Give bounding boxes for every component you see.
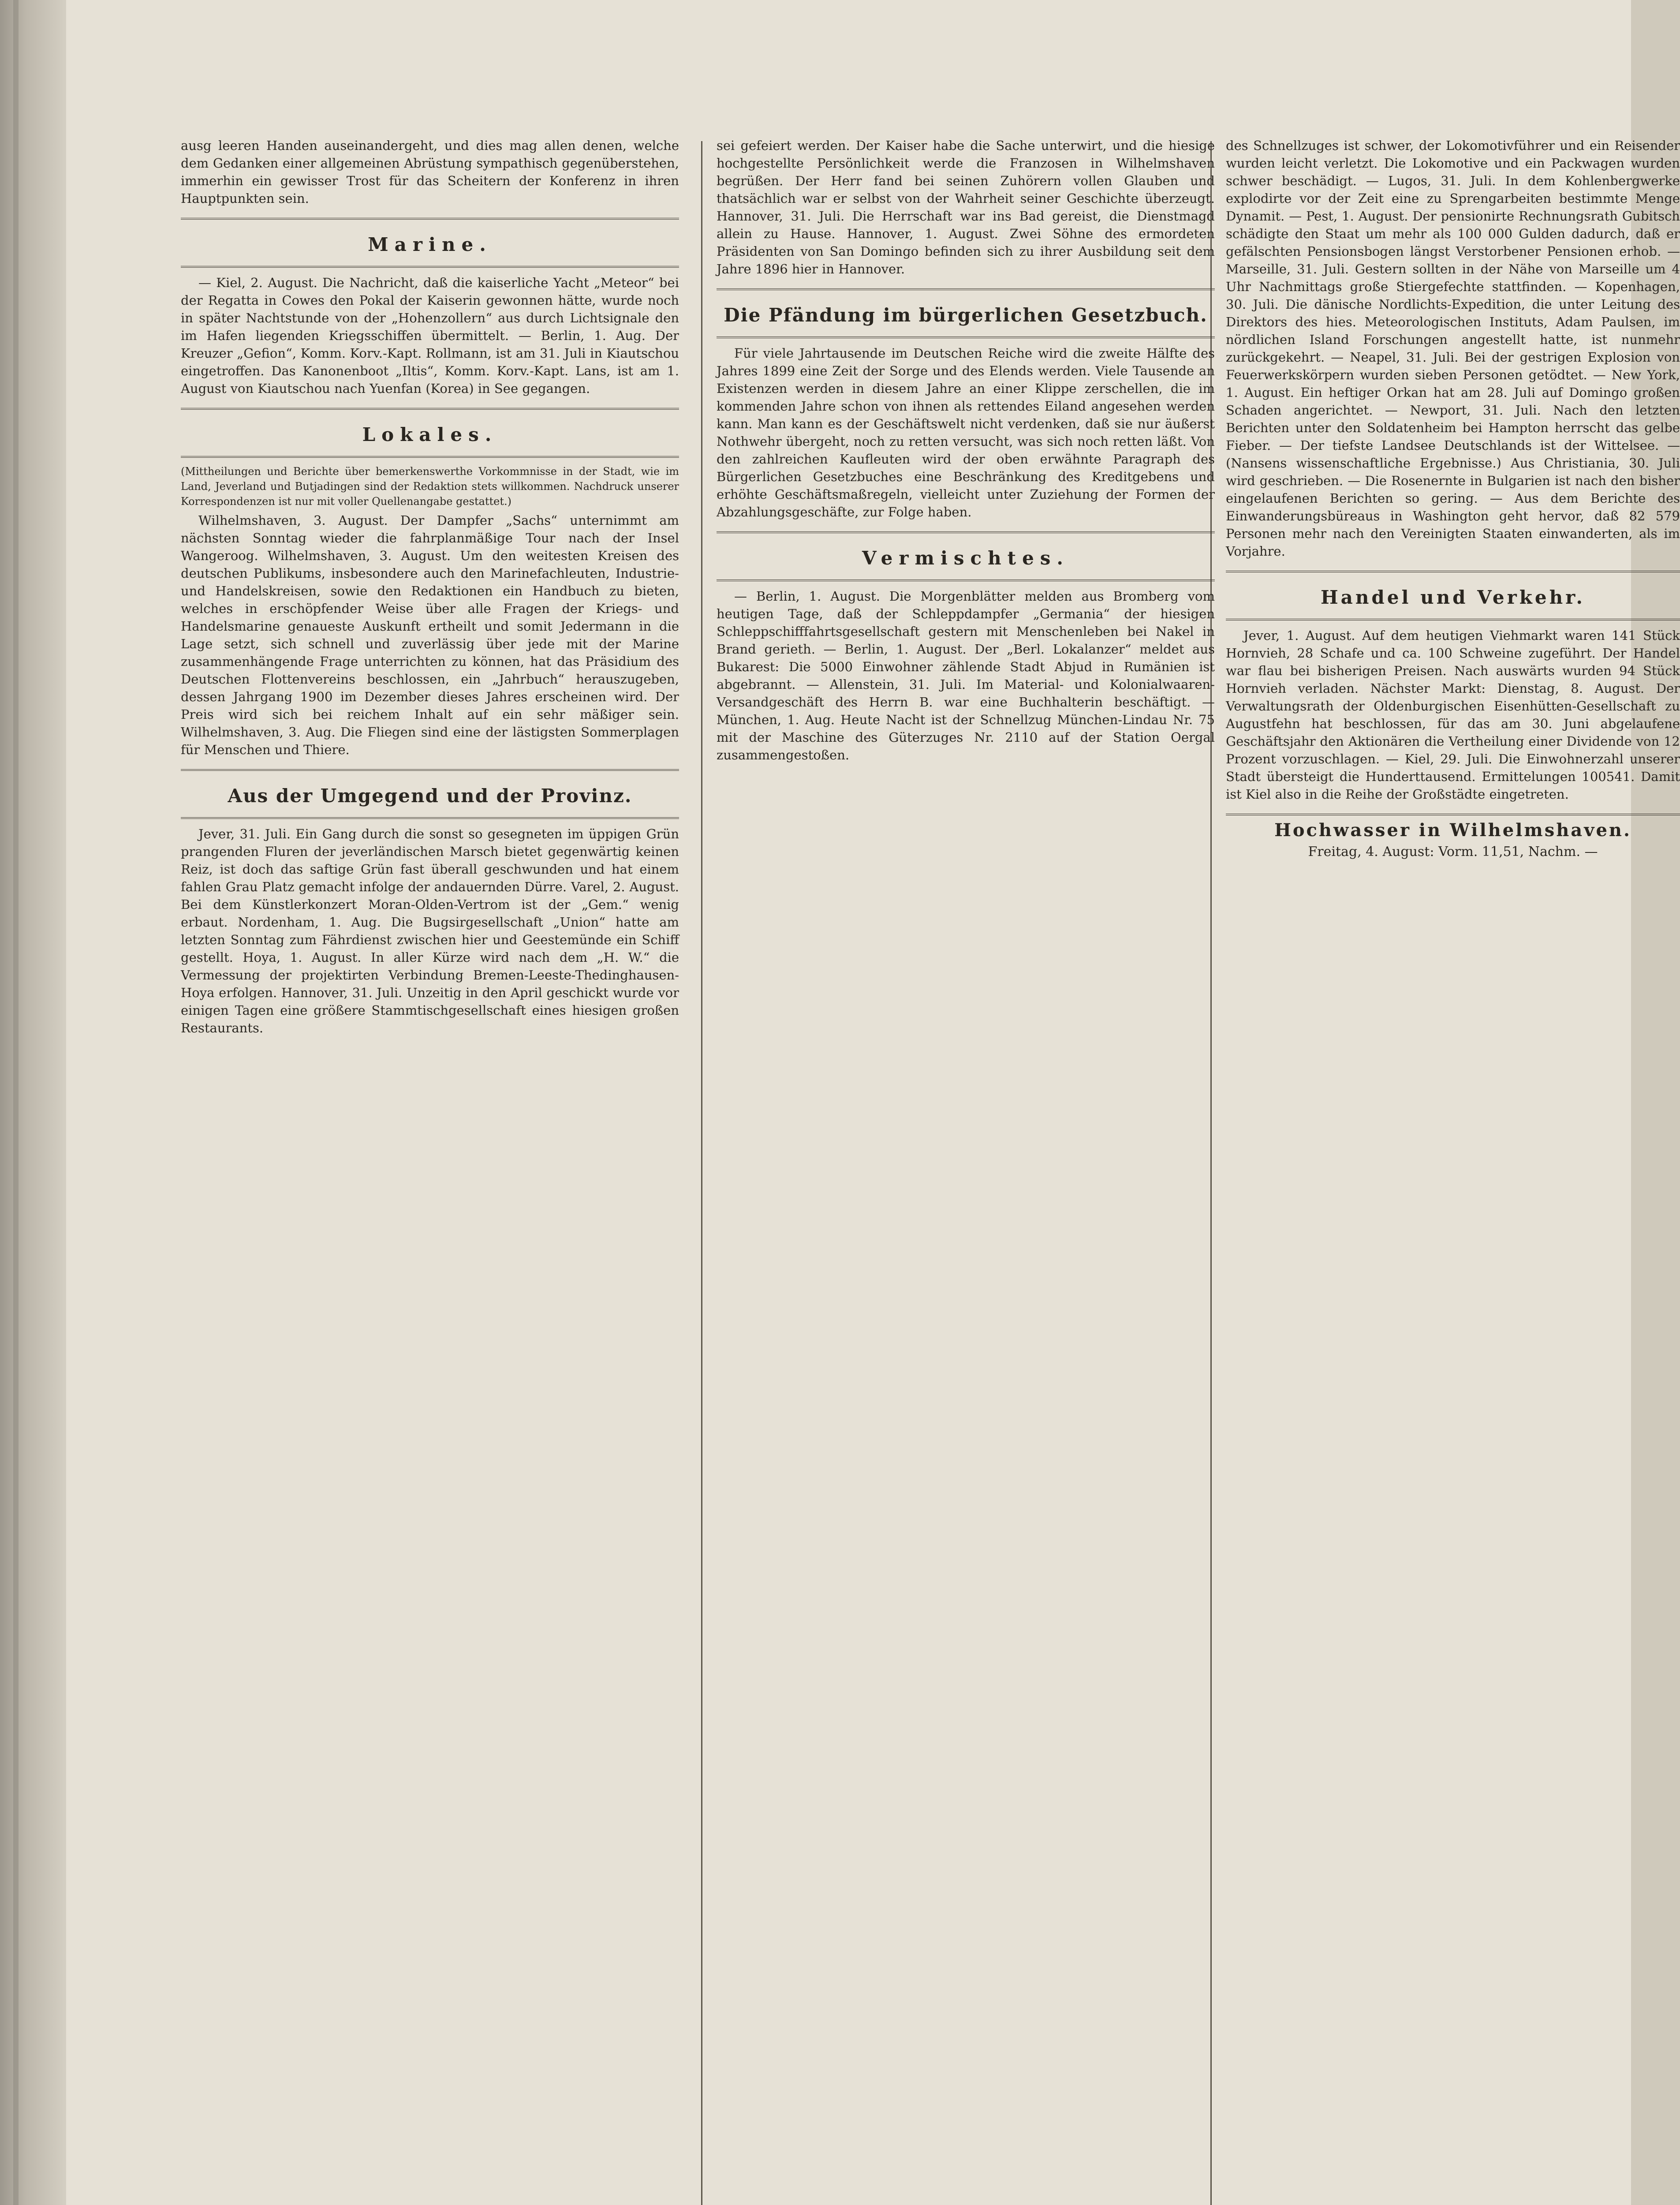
intro-paragraph: ausg leeren Handen auseinandergeht, und dies mag allen denen, welche dem Gedanken einer allgemeinen Abrüstung sympathisch gegenüberstehen, immerhin ein gewisser Trost für das Scheitern der Konferenz in ihren Hauptpunkten sein. — [181, 138, 679, 206]
tide-title: Hochwasser in Wilhelmshaven. — [1274, 820, 1631, 841]
handel-text: Jever, 1. August. Auf dem heutigen Viehmarkt waren 141 Stück Hornvieh, 28 Schafe und ca. 100 Schweine zugeführt. Der Handel war flau bei bisherigen Preisen. Nach auswärts wurden 94 Stück Hornvieh verladen. Nächster Markt: Dienstag, 8. August. Der Verwaltungsrath der Oldenburgischen Eisenhütten-Gesellschaft zu Augustfehn hat beschlossen, für das am 30. Juni abgelaufene Geschäftsjahr den Aktionären die Vertheilung einer Dividende von 12 Prozent vorzuschlagen. — Kiel, 29. Juli. Die Einwohnerzahl unserer Stadt übersteigt die Hunderttausend. Ermittelungen 100541. Damit ist Kiel also in die Reihe der Großstädte eingetreten. — [1226, 628, 1680, 802]
vermischtes-heading: Vermischtes. — [862, 547, 1070, 569]
column-right — [1226, 137, 1680, 2205]
scan-binding-edge — [0, 0, 66, 2205]
marine-section-header — [181, 218, 679, 268]
umgegend-heading: Aus der Umgegend und der Provinz. — [228, 785, 632, 807]
tide-box — [1226, 814, 1680, 860]
right-column-text: des Schnellzuges ist schwer, der Lokomotivführer und ein Reisender wurden leicht verletzt. Die Lokomotive und ein Packwagen wurden schwer beschädigt. — Lugos, 31. Juli. In dem Kohlenbergwerke explodirte vor der Zeit eine zu Sprengarbeiten bestimmte Menge Dynamit. — Pest, 1. August. Der pensionirte Rechnungsrath Gubitsch schädigte den Staat um mehr als 100 000 Gulden dadurch, daß er gefälschten Pensionsbogen längst Verstorbener Pensionen erhob. — Marseille, 31. Juli. Gestern sollten in der Nähe von Marseille um 4 Uhr Nachmittags große Stiergefechte stattfinden. — Kopenhagen, 30. Juli. Die dänische Nordlichts-Expedition, die unter Leitung des Direktors des hies. Meteorologischen Instituts, Adam Paulsen, im nördlichen Island Forschungen angestellt hatte, ist nunmehr zurückgekehrt. — Neapel, 31. Juli. Bei der gestrigen Explosion von Feuerwerkskörpern wurden sieben Personen getödtet. — New York, 1. August. Ein heftiger Orkan hat am 28. Juli auf Domingo großen Schaden angerichtet. — Newport, 31. Juli. Nach den letzten Berichten unter den Soldatenheim bei Hampton herrscht das gelbe Fieber. — Der tiefste Landsee Deutschlands ist der Wittelsee. — (Nansens wissenschaftliche Ergebnisse.) Aus Christiania, 30. Juli wird geschrieben. — Die Rosenernte in Bulgarien ist nach den bisher eingelaufenen Berichten so gering. — Aus dem Berichte des Einwanderungsbüreaus in Washington geht hervor, daß 82 579 Personen mehr nach den Vereinigten Staaten einwanderten, als im Vorjahre. — [1226, 138, 1680, 559]
newspaper-page — [66, 0, 1680, 2205]
column-rule — [701, 141, 702, 2205]
lokales-note: (Mittheilungen und Berichte über bemerkenswerthe Vorkommnisse in der Stadt, wie im Land, Jeverland und Butjadingen sind der Redaktion stets willkommen. Nachdruck unserer Korrespondenzen ist nur mit voller Quellenangabe gestattet.) — [181, 465, 679, 508]
continued-text: sei gefeiert werden. Der Kaiser habe die Sache unterwirt, und die hiesige hochgestellte Persönlichkeit werde die Franzosen in Wilhelmshaven begrüßen. Der Herr fand bei seinen Zuhörern vollen Glauben und thatsächlich war er selbst von der Wahrheit seiner Geschichte überzeugt. Hannover, 31. Juli. Die Herrschaft war ins Bad gereist, die Dienstmagd allein zu Hause. Hannover, 1. August. Zwei Söhne des ermordeten Präsidenten von San Domingo befinden sich zu ihrer Ausbildung seit dem Jahre 1896 hier in Hannover. — [717, 138, 1215, 277]
handel-section-header — [1226, 571, 1680, 620]
pfaendung-text: Für viele Jahrtausende im Deutschen Reiche wird die zweite Hälfte des Jahres 1899 eine Zeit der Sorge und des Elends werden. Viele Tausende an Existenzen werden in diesem Jahre an einer Klippe zerschellen, die im kommenden Jahre schon von ihnen als rettendes Eiland angesehen werden kann. Man kann es der Geschäftswelt nicht verdenken, daß sie nur äußerst Nothwehr übergeht, noch zu retten versucht, was sich noch retten läßt. Von den zahlreichen Kaufleuten wird der oben erwähnte Paragraph des Bürgerlichen Gesetzbuches eine Beschränkung des Kreditgebens und erhöhte Geschäftsmaßregeln, vielleicht unter Zuziehung der Formen der Abzahlungsgeschäfte, zur Folge haben. — [717, 346, 1215, 519]
marine-heading: Marine. — [368, 234, 492, 255]
vermischtes-section-header — [717, 531, 1215, 581]
lokales-heading: Lokales. — [362, 424, 498, 445]
umgegend-text: Jever, 31. Juli. Ein Gang durch die sonst so gesegneten im üppigen Grün prangenden Fluren der jeverländischen Marsch bietet gegenwärtig keinen Reiz, ist doch das saftige Grün fast überall geschwunden und hat einem fahlen Grau Platz gemacht infolge der andauernden Dürre. Varel, 2. August. Bei dem Künstlerkonzert Moran-Olden-Vertrom ist der „Gem.“ wenig erbaut. Nordenham, 1. Aug. Die Bugsirgesellschaft „Union“ hatte am letzten Sonntag zum Fährdienst zwischen hier und Geestemünde ein Schiff gestellt. Hoya, 1. August. In aller Kürze wird nach dem „H. W.“ die Vermessung der projektirten Verbindung Bremen-Leeste-Thedinghausen-Hoya erfolgen. Hannover, 31. Juli. Unzeitig in den April geschickt wurde vor einigen Tagen eine größere Stammtischgesellschaft eines hiesigen großen Restaurants. — [181, 826, 679, 1035]
handel-heading: Handel und Verkehr. — [1321, 587, 1585, 608]
column-left — [181, 137, 679, 2205]
pfaendung-section-header — [717, 288, 1215, 338]
pfaendung-heading: Die Pfändung im bürgerlichen Gesetzbuch. — [724, 304, 1208, 326]
column-middle — [717, 137, 1215, 2205]
lokales-text: Wilhelmshaven, 3. August. Der Dampfer „Sachs“ unternimmt am nächsten Sonntag wieder die fahrplanmäßige Tour nach der Insel Wangeroog. Wilhelmshaven, 3. August. Um den weitesten Kreisen des deutschen Publikums, insbesondere auch den Marinefachleuten, Industrie- und Handelskreisen, sowie den Redaktionen ein Handbuch zu bieten, welches in erschöpfender Weise über alle Fragen der Kriegs- und Handelsmarine genaueste Auskunft ertheilt und somit Jedermann in die Lage setzt, sich schnell und zuverlässig über jede mit der Marine zusammenhängende Frage unterrichten zu können, hat das Präsidium des Deutschen Flottenvereins beschlossen, ein „Jahrbuch“ herauszugeben, dessen Jahrgang 1900 im Dezember dieses Jahres erscheinen wird. Der Preis wird sich bei reichem Inhalt auf ein sehr mäßiger sein. Wilhelmshaven, 3. Aug. Die Fliegen sind eine der lästigsten Sommerplagen für Menschen und Thiere. — [181, 513, 679, 757]
vermischtes-text: — Berlin, 1. August. Die Morgenblätter melden aus Bromberg vom heutigen Tage, daß der Schleppdampfer „Germania“ der hiesigen Schleppschifffahrtsgesellschaft gestern mit Menschenleben bei Nakel in Brand gerieth. — Berlin, 1. August. Der „Berl. Lokalanzer“ meldet aus Bukarest: Die 5000 Einwohner zählende Stadt Abjud in Rumänien ist abgebrannt. — Allenstein, 31. Juli. Im Material- und Kolonialwaaren-Versandgeschäft des Herrn B. war eine Buchhalterin beschäftigt. — München, 1. Aug. Heute Nacht ist der Schnellzug München-Lindau Nr. 75 mit der Maschine des Güterzuges Nr. 2110 auf der Station Oergal zusammengestoßen. — [717, 589, 1215, 762]
tide-line: Freitag, 4. August: Vorm. 11,51, Nachm. — — [1308, 844, 1598, 860]
umgegend-section-header — [181, 769, 679, 819]
marine-text: — Kiel, 2. August. Die Nachricht, daß die kaiserliche Yacht „Meteor“ bei der Regatta in Cowes den Pokal der Kaiserin gewonnen hätte, wurde noch in später Nachtstunde von der „Hohenzollern“ aus durch Lichtsignale den im Hafen liegenden Kriegsschiffen übermittelt. — Berlin, 1. Aug. Der Kreuzer „Gefion“, Komm. Korv.-Kapt. Rollmann, ist am 31. Juli in Kiautschou eingetroffen. Das Kanonenboot „Iltis“, Komm. Korv.-Kapt. Lans, ist am 1. August von Kiautschou nach Yuenfan (Korea) in See gegangen. — [181, 275, 679, 396]
lokales-section-header — [181, 408, 679, 458]
